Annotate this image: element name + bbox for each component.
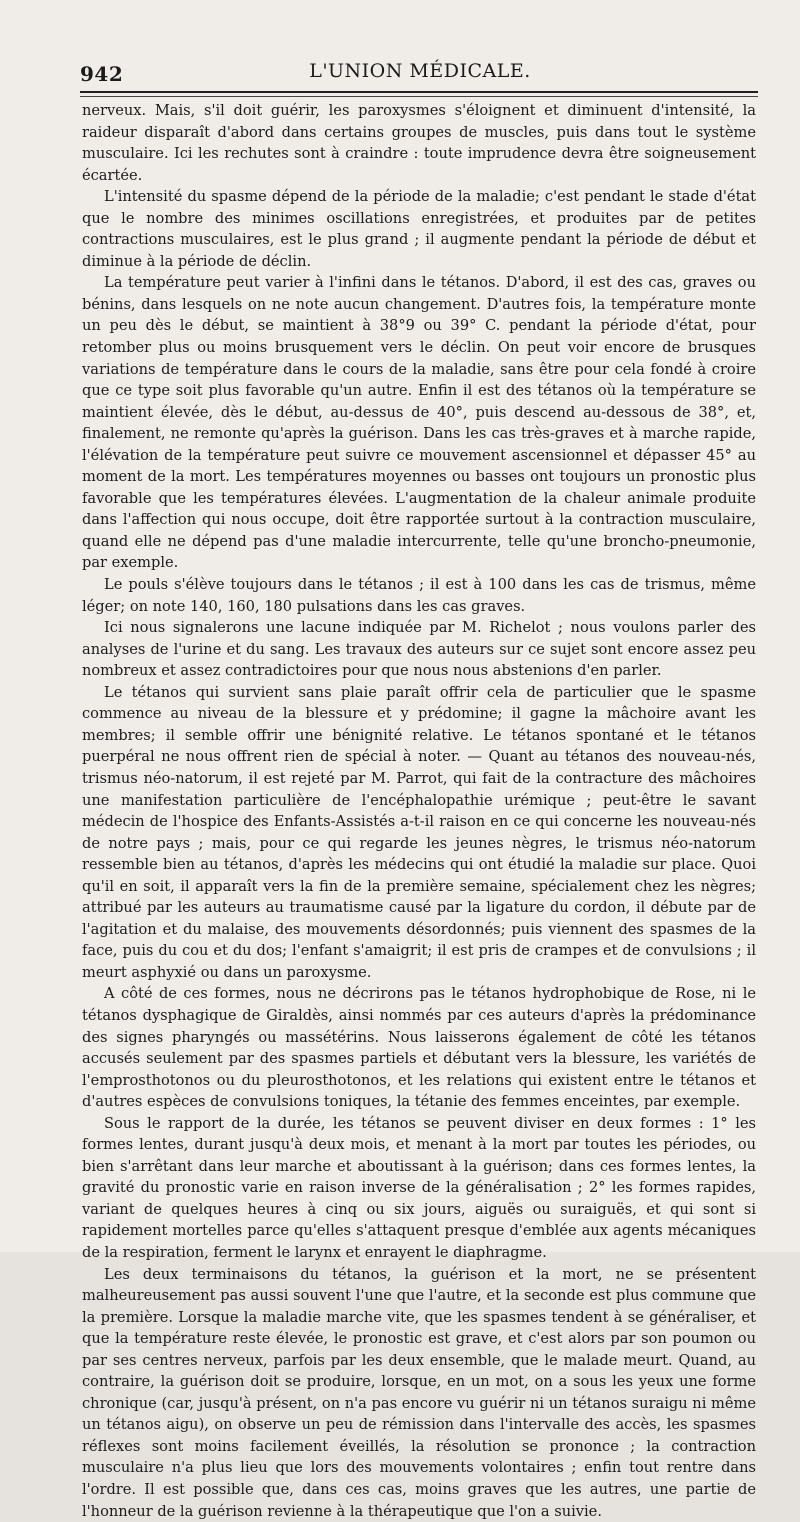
- paragraph: Sous le rapport de la durée, les tétanos se peuvent diviser en deux formes : 1° les formes lentes, durant jusqu'à deux mois, et menant à la mort par toutes les périodes, ou bien s'arrêtant dans leur marche et aboutissant à la guérison; dans ces formes lentes, la gravité du pronostic varie en raison inverse de la généralisation ; 2° les formes rapides, variant de quelques heures à cinq ou six jours, aiguës ou suraiguës, et qui sont si rapidement mortelles parce qu'elles s'attaquent presque d'emblée aux agents mécaniques de la respiration, ferment le larynx et enrayent le diaphragme.: [82, 1114, 756, 1261]
- header-rule: [80, 91, 758, 93]
- page-header: [80, 58, 760, 88]
- paragraph: Les deux terminaisons du tétanos, la guérison et la mort, ne se présentent malheureusement pas aussi souvent l'une que l'autre, et la seconde est plus commune que la première. Lorsque la maladie marche vite, que les spasmes tendent à se généraliser, et que la température reste élevée, le pronostic est grave, et c'est alors par son poumon ou par ses centres nerveux, parfois par les deux ensemble, que le malade meurt. Quand, au contraire, la guérison doit se produire, lorsque, en un mot, on a sous les yeux une forme chronique (car, jusqu'à présent, on n'a pas encore vu guérir ni un tétanos suraigu ni même un tétanos aigu), on observe un peu de rémission dans l'intervalle des accès, les spasmes réflexes sont moins facilement éveillés, la résolution se prononce ; la contraction musculaire n'a plus lieu que lors des mouvements volontaires ; enfin tout rentre dans l'ordre. Il est possible que, dans ces cas, moins graves que les autres, une partie de l'honneur de la guérison revienne à la thérapeutique que l'on a suivie.: [82, 1265, 756, 1520]
- paragraph: Le pouls s'élève toujours dans le tétanos ; il est à 100 dans les cas de trismus, même léger; on note 140, 160, 180 pulsations dans les cas graves.: [82, 576, 756, 615]
- paragraph: A côté de ces formes, nous ne décrirons pas le tétanos hydrophobique de Rose, ni le tétanos dysphagique de Giraldès, ainsi nommés par ces auteurs d'après la prédominance des signes pharyngés ou massétérins. Nous laisserons également de côté les tétanos accusés seulement par des spasmes partiels et débutant vers la blessure, les variétés de l'emprosthotonos ou du pleurosthotonos, et les relations qui existent entre le tétanos et d'autres espèces de convulsions toniques, la tétanie des femmes enceintes, par exemple.: [82, 985, 756, 1111]
- paragraph: Le tétanos qui survient sans plaie paraît offrir cela de particulier que le spasme commence au niveau de la blessure et y prédomine; il gagne la mâchoire avant les membres; il semble offrir une bénignité relative. Le tétanos spontané et le tétanos puerpéral ne nous offrent rien de spécial à noter. — Quant au tétanos des nouveau-nés, trismus néo-natorum, il est rejeté par M. Parrot, qui fait de la contracture des mâchoires une manifestation particulière de l'encéphalopathie urémique ; peut-être le savant médecin de l'hospice des Enfants-Assistés a-t-il raison en ce qui concerne les nouveau-nés de notre pays ; mais, pour ce qui regarde les jeunes nègres, le trismus néo-natorum ressemble bien au tétanos, d'après les médecins qui ont étudié la maladie sur place. Quoi qu'il en soit, il apparaît vers la fin de la première semaine, spécialement chez les nègres; attribué par les auteurs au traumatisme causé par la ligature du cordon, il débute par de l'agitation et du malaise, des mouvements désordonnés; puis viennent des spasmes de la face, puis du cou et du dos; l'enfant s'amaigrit; il est pris de crampes et de convulsions ; il meurt asphyxié ou dans un paroxysme.: [82, 683, 756, 981]
- paragraph: La température peut varier à l'infini dans le tétanos. D'abord, il est des cas, graves ou bénins, dans lesquels on ne note aucun changement. D'autres fois, la température monte un peu dès le début, se maintient à 38°9 ou 39° C. pendant la période d'état, pour retomber plus ou moins brusquement vers le déclin. On peut voir encore de brusques variations de température dans le cours de la maladie, sans être pour cela fondé à croire que ce type soit plus favorable qu'un autre. Enfin il est des tétanos où la température se maintient élevée, dès le début, au-dessus de 40°, puis descend au-dessous de 38°, et, finalement, ne remonte qu'après la guérison. Dans les cas très-graves et à marche rapide, l'élévation de la température peut suivre ce mouvement ascensionnel et dépasser 45° au moment de la mort. Les températures moyennes ou basses ont toujours un pronostic plus favorable que les températures élevées. L'augmentation de la chaleur animale produite dans l'affection qui nous occupe, doit être rapportée surtout à la contraction musculaire, quand elle ne dépend pas d'une maladie intercurrente, telle qu'une broncho-pneumonie, par exemple.: [82, 274, 756, 572]
- page-number: 942: [80, 62, 124, 86]
- body-text: [82, 100, 756, 1522]
- paragraph: Ici nous signalerons une lacune indiquée par M. Richelot ; nous voulons parler des analyses de l'urine et du sang. Les travaux des auteurs sur ce sujet sont encore assez peu nombreux et assez contradictoires pour que nous nous abstenions d'en parler.: [82, 619, 756, 680]
- running-title: L'UNION MÉDICALE.: [309, 60, 531, 82]
- header-rule-thin: [80, 96, 758, 97]
- paragraph: nerveux. Mais, s'il doit guérir, les paroxysmes s'éloignent et diminuent d'intensité, la raideur disparaît d'abord dans certains groupes de muscles, puis dans tout le système musculaire. Ici les rechutes sont à craindre : toute imprudence devra être soigneusement écartée.: [82, 102, 756, 184]
- paragraph: L'intensité du spasme dépend de la période de la maladie; c'est pendant le stade d'état que le nombre des minimes oscillations enregistrées, et produites par de petites contractions musculaires, est le plus grand ; il augmente pendant la période de début et diminue à la période de déclin.: [82, 188, 756, 270]
